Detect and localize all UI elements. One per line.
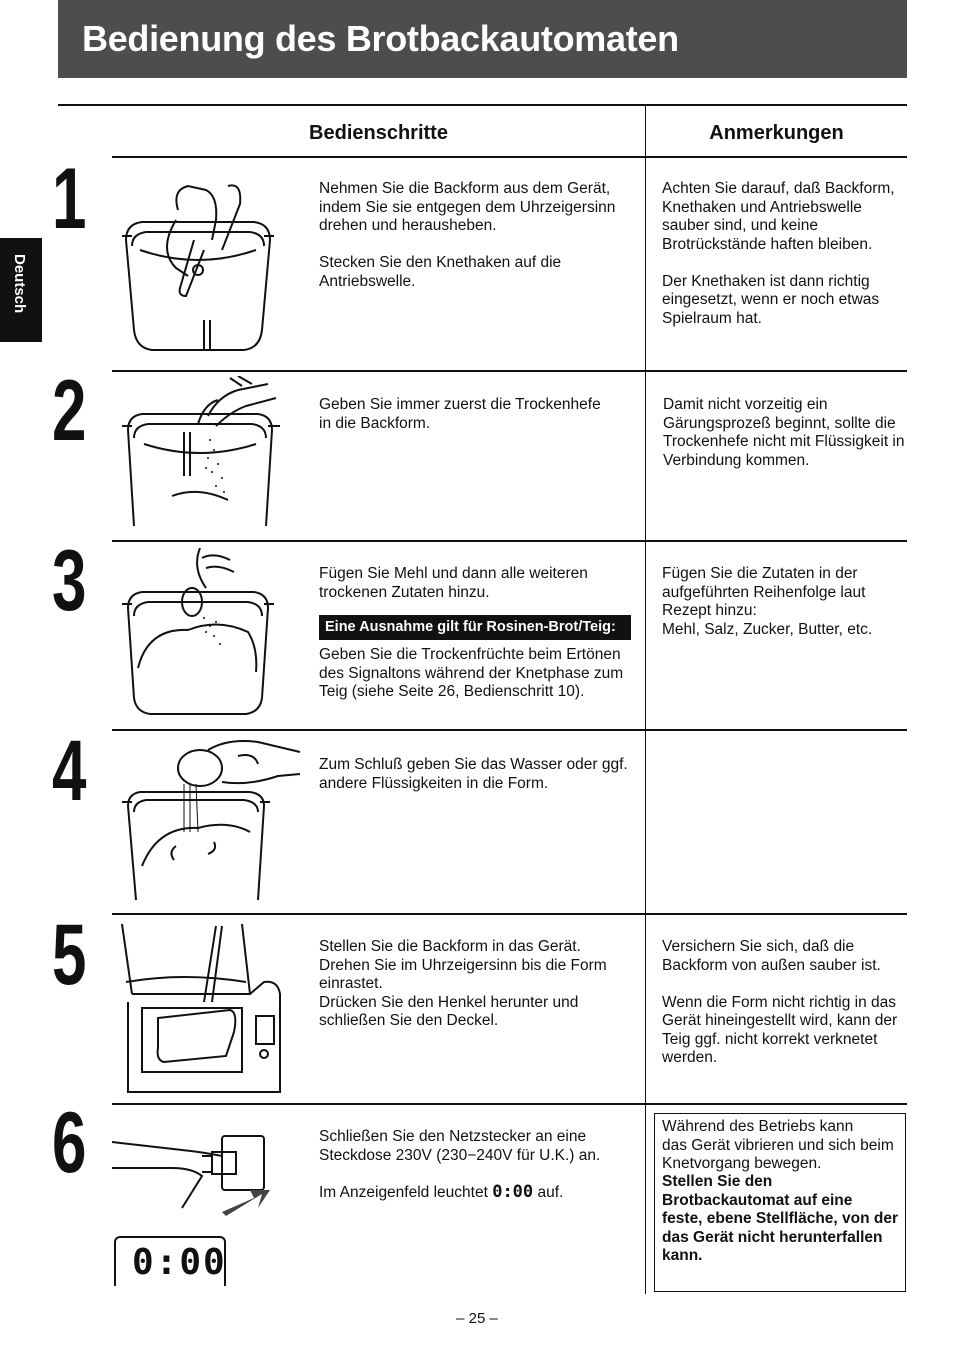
- step-5-text: Stellen Sie die Backform in das Gerät. Drehen Sie im Uhrzeigersinn bis die Form einrastet. Drücken Sie den Henkel herunter und schließen Sie den Deckel.: [319, 938, 607, 1029]
- illustration-add-yeast: [118, 376, 288, 528]
- step-3-text: Fügen Sie Mehl und dann alle weiteren trockenen Zutaten hinzu.: [319, 565, 588, 601]
- step-3-note: Fügen Sie die Zutaten in der aufgeführten Reihenfolge laut Rezept hinzu: Mehl, Salz, Zucker, Butter, etc.: [662, 565, 873, 638]
- step-1-note: Achten Sie darauf, daß Backform, Knethaken und Antriebswelle sauber sind, und keine Brotrückstände haften bleiben. Der Knethaken ist dann richtig eingesetzt, wenn er noch etwas Spielraum hat.: [662, 180, 895, 327]
- step-1-text: Nehmen Sie die Backform aus dem Gerät, indem Sie sie entgegen dem Uhrzeigersinn drehen und herausheben. Stecken Sie den Knethaken auf die Antriebswelle.: [319, 180, 616, 290]
- display-suffix: auf.: [537, 1184, 564, 1201]
- display-value: 0:00: [492, 1182, 534, 1202]
- step-number: 2: [52, 363, 86, 459]
- column-header-notes: Anmerkungen: [709, 122, 844, 144]
- table-top-rule: [58, 104, 907, 106]
- step-number: 5: [52, 907, 86, 1003]
- exception-badge: Eine Ausnahme gilt für Rosinen-Brot/Teig:: [319, 615, 631, 640]
- row-divider: [112, 913, 907, 915]
- column-divider: [645, 106, 646, 1294]
- column-header-steps: Bedienschritte: [309, 122, 448, 144]
- language-tab: [0, 238, 42, 342]
- page-number: – 25 –: [456, 1310, 498, 1327]
- step-6-note: Während des Betriebs kann das Gerät vibrieren und sich beim Knetvorgang bewegen.: [662, 1118, 894, 1172]
- step-number: 1: [52, 151, 86, 247]
- illustration-remove-pan: [118, 180, 278, 358]
- illustration-plug-in: [112, 1128, 272, 1220]
- lcd-readout: 0:00: [132, 1242, 227, 1283]
- arrow-icon: [222, 1190, 270, 1216]
- row-divider: [112, 729, 907, 731]
- step-4-text: Zum Schluß geben Sie das Wasser oder ggf. andere Flüssigkeiten in die Form.: [319, 756, 628, 792]
- step-number: 3: [52, 533, 86, 629]
- page-header: [58, 0, 907, 78]
- display-prefix: Im Anzeigenfeld leuchtet: [319, 1184, 488, 1201]
- row-divider: [112, 156, 907, 158]
- row-divider: [112, 1103, 907, 1105]
- language-tab-label: Deutsch: [11, 254, 28, 314]
- illustration-add-flour: [118, 548, 278, 718]
- illustration-insert-pan: [118, 922, 288, 1096]
- step-6-note-bold: Stellen Sie den Brotbackautomat auf eine feste, ebene Stellfläche, von der das Gerät nicht herunterfallen kann.: [662, 1173, 899, 1264]
- lcd-display: [114, 1236, 226, 1286]
- step-number: 6: [52, 1095, 86, 1191]
- illustration-add-water: [118, 736, 304, 904]
- row-divider: [112, 370, 907, 372]
- step-2-note: Damit nicht vorzeitig ein Gärungsprozeß beginnt, sollte die Trockenhefe nicht mit Flüssigkeit in Verbindung kommen.: [663, 396, 905, 469]
- step-2-text: Geben Sie immer zuerst die Trockenhefe in die Backform.: [319, 396, 601, 432]
- step-3-text-2: Geben Sie die Trockenfrüchte beim Ertönen des Signaltons während der Knetphase zum Teig (siehe Seite 26, Bedienschritt 10).: [319, 646, 624, 700]
- step-number: 4: [52, 723, 86, 819]
- row-divider: [112, 540, 907, 542]
- page-title: Bedienung des Brotbackautomaten: [82, 18, 679, 59]
- step-6-display-line: [319, 1183, 563, 1203]
- step-5-note: Versichern Sie sich, daß die Backform von außen sauber ist. Wenn die Form nicht richtig in das Gerät hineingestellt wird, kann der Teig ggf. nicht korrekt verknetet werden.: [662, 938, 898, 1066]
- step-6-text: Schließen Sie den Netzstecker an eine Steckdose 230V (230−240V für U.K.) an.: [319, 1128, 601, 1164]
